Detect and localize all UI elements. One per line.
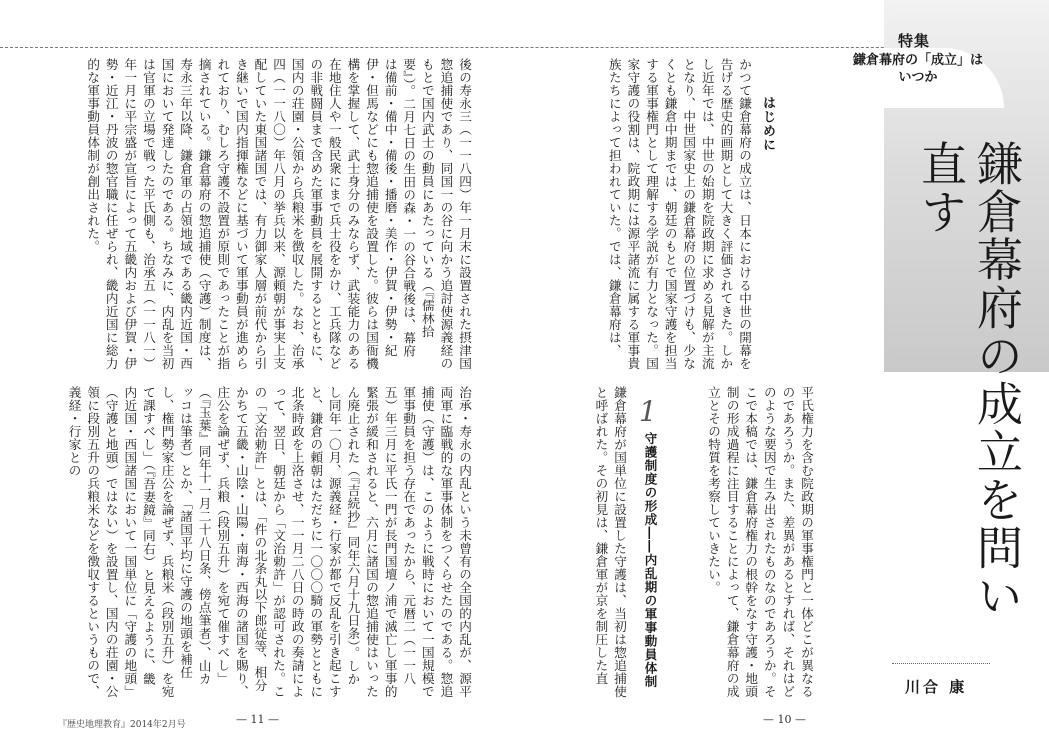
- author-name: 川合 康: [905, 678, 968, 696]
- author-rule: [892, 663, 990, 664]
- feature-subtitle-line1: 鎌倉幕府の「成立」は: [852, 53, 983, 68]
- article-title: 鎌倉幕府の成立を問い直す: [914, 140, 1024, 620]
- footer-source: 『歴史地理教育』2014年2月号: [58, 720, 186, 730]
- page10-upper-text: かつて鎌倉幕府の成立は、日本における中世の開幕を告げる歴史的画期として大きく評価されてきた。しかし近年では、中世の始期を院政期に求める見解が主流となり、中世国家史上の鎌倉幕府の位置づけも、少なくとも鎌倉中期までは、朝廷のもとで国家守護を担当する軍事権門として理解する学説が有力となった。国家守護の役割は、院政期には源平諸流に属する軍事貴族たちによって担われていた。では、鎌倉幕府は、: [606, 58, 752, 370]
- page10-lower-intro-text: 平氏権力を含む院政期の軍事権門と一体どこが異なるのであろうか。また、差異があるとすれば、それはどのような要因で生み出されたものなのであろうか。そこで本稿では、鎌倉幕府権力の根幹をなす守護・地頭制の形成過程に注目することによって、鎌倉幕府の成立とその特質を考察していきたい。: [706, 386, 814, 698]
- feature-subtitle-line2: いつか: [898, 70, 938, 85]
- feature-subtitle: [848, 52, 988, 86]
- feature-label: 特集: [898, 32, 931, 50]
- page-number-right: — 10 —: [763, 713, 806, 726]
- intro-heading: はじめに: [760, 96, 775, 152]
- page11-upper-text: 後の寿永三（一一八四）年一月末に設置された摂津国惣追捕使であり、同国一の谷に向かう追討使源義経のもとで国内武士の動員にあたっている（『儒林拾要』）。二月七日の生田の森・一の谷合戦後は、幕府は備前・備中・備後・播磨・美作・伊賀・伊勢・紀伊・但馬などにも惣追捕使を設置した。彼らは国衙機構を掌握して、武士身分のみならず、武装能力のある在地住人や一般民衆にまで兵士役をかけ、工兵隊などの非戦闘員まで含めた軍事動員を展開するとともに、国内の荘園・公領から兵粮米を徴収した。なお、治承四（一一八〇）年八月の挙兵以来、源頼朝が事実上支配していた東国諸国では、有力御家人層が前代から引き継いで国内指揮権などに基づいて軍事動員が進められており、むしろ守護不設置が原則であったことが指摘されている。鎌倉幕府の惣追捕使（守護）制度は、寿永三年以降、鎌倉軍の占領地域である畿内近国・西国において発達したのである。ちなみに、内乱を当初は官軍の立場で戦った平氏側も、治承五（一一八一）年一月に平宗盛が宣旨によって五畿内および伊賀・伊勢・近江・丹波の惣官職に任ぜられ、畿内近国に総力的な軍事動員体制が創出された。: [85, 58, 472, 370]
- page-number-left: — 11 —: [236, 713, 279, 726]
- page11-lower-text: 治承・寿永の内乱という未曾有の全国的内乱が、源平両軍に臨戦的な軍事体制をつくらせたのである。惣追捕使（守護）は、このように戦時において一国規模で軍事動員を担う存在であったから、元暦二（一一八五）年三月に平氏一門が長門国壇ノ浦で滅亡し軍事的緊張が緩和されると、六月に諸国の惣追捕使はいったん廃止された（『吉続抄』同年六月十九日条）。しかし同年一〇月、源義経・行家が都で反乱を引き起こすと、鎌倉の頼朝はただちに一〇〇〇騎の軍勢とともに北条時政を上洛させ、一一月二八日の時政の奏請によって、翌日、朝廷から「文治勅許」が認可された。この「文治勅許」とは、「件の北条丸以下郎従等、相分かちて五畿・山陰・山陽・南海・西海の諸国を賜り、庄公を論ぜず、兵粮（段別五升）を宛て催すべし」（『玉葉』同年十一月二十八日条、傍点筆者）、山カッコは筆者）とか、「諸国平均に守護の地頭を補任し、権門勢家庄公を論ぜず、兵粮米（段別五升）を宛て課すべし」（『吾妻鏡』同右）と見えるように、畿内近国・西国諸国において一国単位に「守護の地頭」（守護と地頭）ではない）を設置し、国内の荘園・公領に段別五升の兵粮米などを徴収するというもので、義経・行家との: [66, 386, 472, 698]
- page10-lower-section-text: 鎌倉幕府が国単位に設置した守護は、当初は惣追捕使と呼ばれた。その初見は、鎌倉軍が京を制圧した直: [593, 386, 627, 698]
- section-number: 1: [639, 395, 657, 428]
- section-heading: 守護制度の形成――内乱期の軍事動員体制: [643, 432, 658, 689]
